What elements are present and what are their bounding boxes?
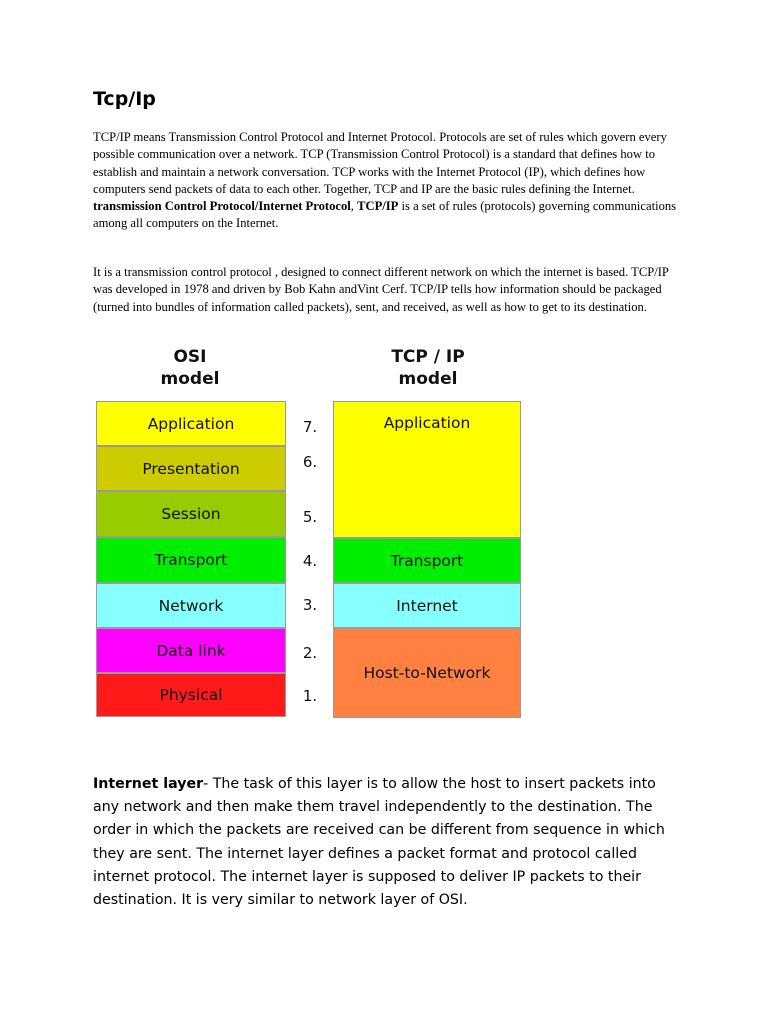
- osi-layer-label: Transport: [154, 551, 228, 569]
- osi-layer-label: Data link: [156, 641, 226, 660]
- intro-paragraph: [93, 129, 683, 233]
- layer-number-5: 5.: [302, 508, 318, 526]
- tcpip-heading-line1: TCP / IP: [391, 347, 465, 367]
- osi-layer-physical: [96, 673, 286, 717]
- internet-layer-paragraph: [93, 773, 683, 912]
- layer-number-4: 4.: [302, 552, 318, 570]
- intro-text-a: TCP/IP means Transmission Control Protocol and Internet Protocol. Protocols are set of rules which govern every possible communication over a network. TCP (Transmission Control Protocol) is a standard that defines how to establish and maintain a network conversation. TCP works with the Internet Protocol (IP), which defines how computers send packets of data to each other. Together, TCP and IP are the basic rules defining the Internet.: [93, 130, 667, 196]
- tcpip-layer-transport: [333, 538, 521, 583]
- tcpip-layer-label: Host-to-Network: [363, 664, 491, 682]
- history-paragraph: It is a transmission control protocol , designed to connect different network on which the internet is based. TCP/IP was developed in 1978 and driven by Bob Kahn andVint Cerf. TCP/IP tells how information should be packaged (turned into bundles of information called packets), sent, and received, as well as how to get to its destination.: [93, 265, 669, 314]
- tcpip-layer-application: [333, 401, 521, 538]
- osi-tcpip-diagram: [93, 346, 533, 724]
- intro-text-c: is a set of rules (protocols) governing communications among all computers on the Internet.: [93, 199, 677, 231]
- layer-number-2: 2.: [302, 644, 318, 662]
- osi-layer-transport: [96, 537, 286, 583]
- intro-bold-a: transmission Control Protocol/Internet Protocol: [93, 199, 351, 214]
- layer-number-7: 7.: [302, 418, 318, 436]
- intro-bold-b: TCP/IP: [357, 199, 399, 214]
- layer-number-1: 1.: [302, 687, 318, 705]
- osi-layer-label: Physical: [159, 686, 223, 704]
- osi-layer-data-link: [96, 628, 286, 673]
- osi-layer-application: [96, 401, 286, 446]
- intro-text-b: ,: [350, 199, 358, 214]
- tcpip-heading-line2: model: [398, 369, 458, 389]
- tcpip-layer-internet: [333, 583, 521, 628]
- tcpip-layer-label: Application: [383, 414, 471, 432]
- osi-layer-label: Presentation: [142, 459, 240, 478]
- internet-layer-text: - The task of this layer is to allow the host to insert packets into any network and then make them travel independently to the destination. The order in which the packets are received can be different from sequence in which they are sent. The internet layer defines a packet format and protocol called internet protocol. The internet layer is supposed to deliver IP packets to their destination. It is very similar to network layer of OSI.: [93, 776, 665, 909]
- osi-heading-line1: OSI: [173, 347, 207, 367]
- page-title: Tcp/Ip: [93, 88, 156, 110]
- osi-layer-session: [96, 491, 286, 537]
- osi-layer-presentation: [96, 446, 286, 491]
- osi-heading-line2: model: [160, 369, 220, 389]
- osi-layer-network: [96, 583, 286, 628]
- layer-number-3: 3.: [302, 596, 318, 614]
- osi-layer-label: Session: [161, 505, 221, 523]
- tcpip-heading: [333, 346, 523, 390]
- layer-number-6: 6.: [302, 453, 318, 471]
- osi-layer-label: Application: [147, 414, 235, 433]
- tcpip-layer-label: Transport: [390, 551, 464, 570]
- tcpip-layer-label: Internet: [396, 596, 458, 615]
- osi-layer-label: Network: [158, 596, 224, 615]
- tcpip-layer-host-to-network: [333, 628, 521, 718]
- osi-heading: [95, 346, 285, 390]
- internet-layer-term: Internet layer: [93, 776, 204, 792]
